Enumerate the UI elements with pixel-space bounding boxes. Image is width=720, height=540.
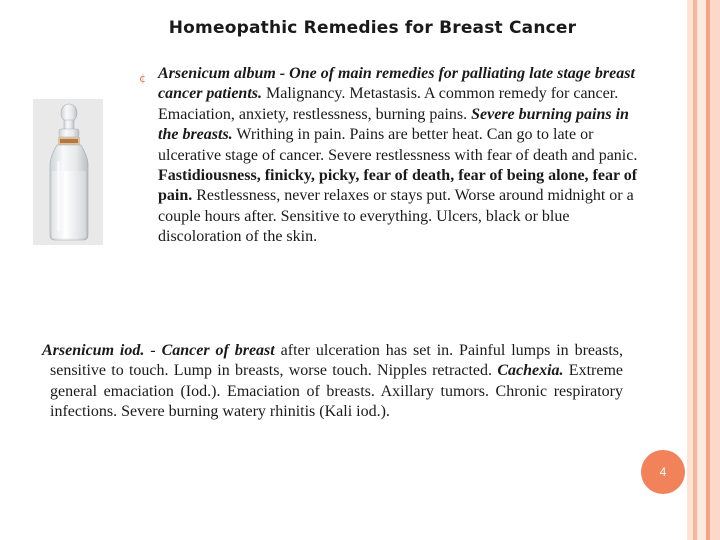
paragraph-text: Extreme general emaciation (Iod.). Emaciation of breasts. Axillary tumors. Chronic respiratory infections. Severe burning watery rhinitis (Kali iod.).	[50, 362, 624, 421]
arsenicum-iod-paragraph	[36, 341, 623, 423]
page-number-badge: 4	[641, 450, 685, 494]
remedy-name: Arsenicum iod.	[42, 342, 145, 359]
separator: -	[144, 342, 162, 359]
bullet-icon: ¢	[139, 72, 146, 85]
remedy-indication: One of main remedies for palliating late stage breast cancer patients.	[158, 65, 635, 103]
paragraph-text: Writhing in pain. Pains are better heat. Can go to late or ulcerative stage of cancer. Severe restlessness with fear of death and panic.	[158, 126, 638, 164]
emphasis-text: Fastidiousness, finicky, picky, fear of death, fear of being alone, fear of pain.	[158, 167, 638, 205]
paragraph-text: Restlessness, never relaxes or stays put. Worse around midnight or a couple hours after. Sensitive to everything. Ulcers, black or blue discoloration of the skin.	[158, 187, 634, 246]
decorative-side-stripes	[687, 0, 720, 540]
remedy-bottle-image	[33, 99, 103, 245]
remedy-name: Arsenicum album -	[158, 65, 290, 82]
emphasis-text: Severe burning pains in the breasts.	[158, 105, 629, 144]
paragraph-text: after ulceration has set in. Painful lumps in breasts, sensitive to touch. Lump in breasts, worse touch. Nipples retracted.	[50, 342, 624, 380]
remedy-indication: Cancer of breast	[161, 342, 275, 359]
paragraph-text: Malignancy. Metastasis. A common remedy for cancer. Emaciation, anxiety, restlessness, burning pains.	[158, 85, 619, 123]
slide-title: Homeopathic Remedies for Breast Cancer	[168, 18, 577, 38]
arsenicum-album-paragraph	[158, 64, 638, 248]
emphasis-text: Cachexia.	[497, 362, 564, 380]
